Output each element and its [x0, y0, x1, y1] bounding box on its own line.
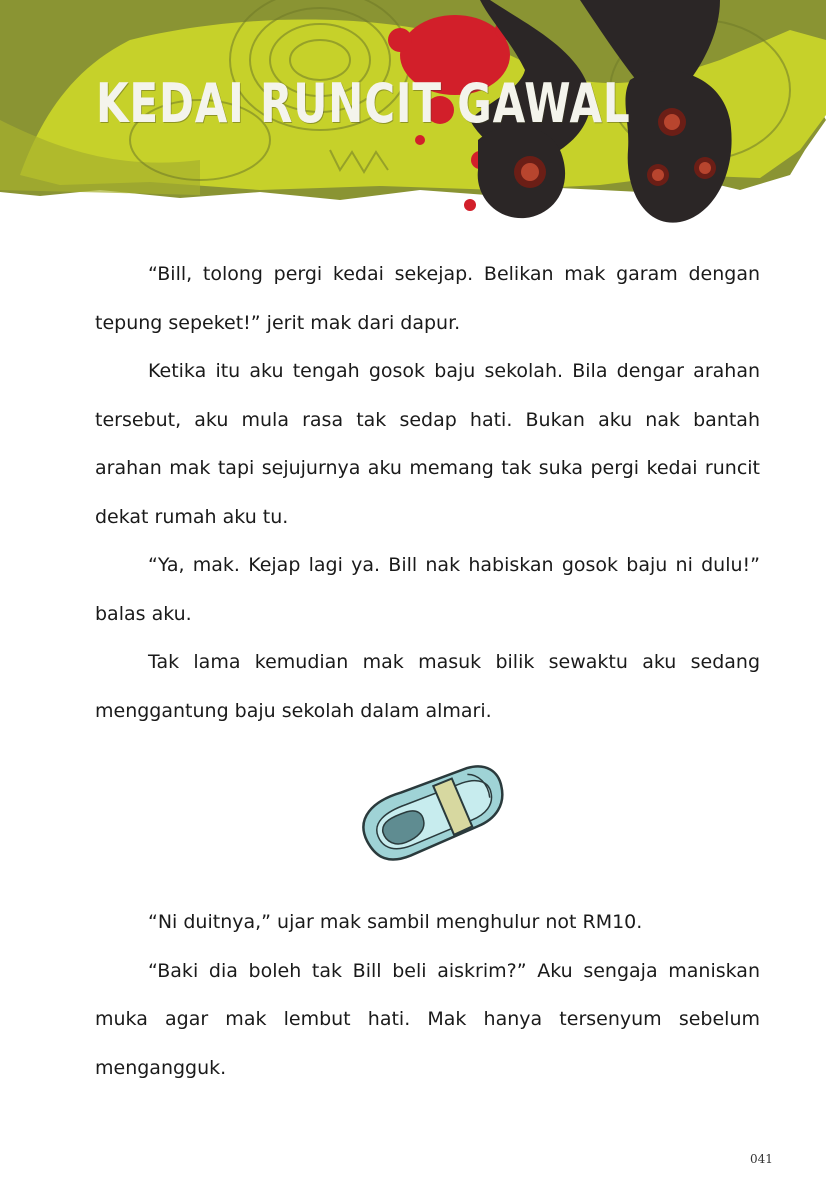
- paragraph: Tak lama kemudian mak masuk bilik sewaktu aku sedang menggantung baju sekolah dalam almari.: [95, 651, 760, 722]
- paragraph: Ketika itu aku tengah gosok baju sekolah. Bila dengar arahan tersebut, aku mula rasa tak sedap hati. Bukan aku nak bantah arahan mak tapi sejujurnya aku memang tak suka pergi kedai runcit dekat rumah aku tu.: [95, 360, 760, 528]
- slipper-icon: [350, 755, 510, 869]
- story-text-top: [95, 250, 760, 735]
- paragraph: “Ya, mak. Kejap lagi ya. Bill nak habiskan gosok baju ni dulu!” balas aku.: [95, 554, 760, 625]
- page-number: 041: [750, 1152, 773, 1166]
- story-text-bottom: [95, 898, 760, 1092]
- paragraph: “Bill, tolong pergi kedai sekejap. Belikan mak garam dengan tepung sepeket!” jerit mak dari dapur.: [95, 263, 760, 334]
- chapter-header: [0, 0, 826, 240]
- paragraph: “Ni duitnya,” ujar mak sambil menghulur not RM10.: [148, 911, 643, 933]
- chapter-title: KEDAI RUNCIT GAWAL: [96, 72, 631, 135]
- paragraph: “Baki dia boleh tak Bill beli aiskrim?” Aku sengaja maniskan muka agar mak lembut hati. Mak hanya tersenyum sebelum mengangguk.: [95, 959, 760, 1079]
